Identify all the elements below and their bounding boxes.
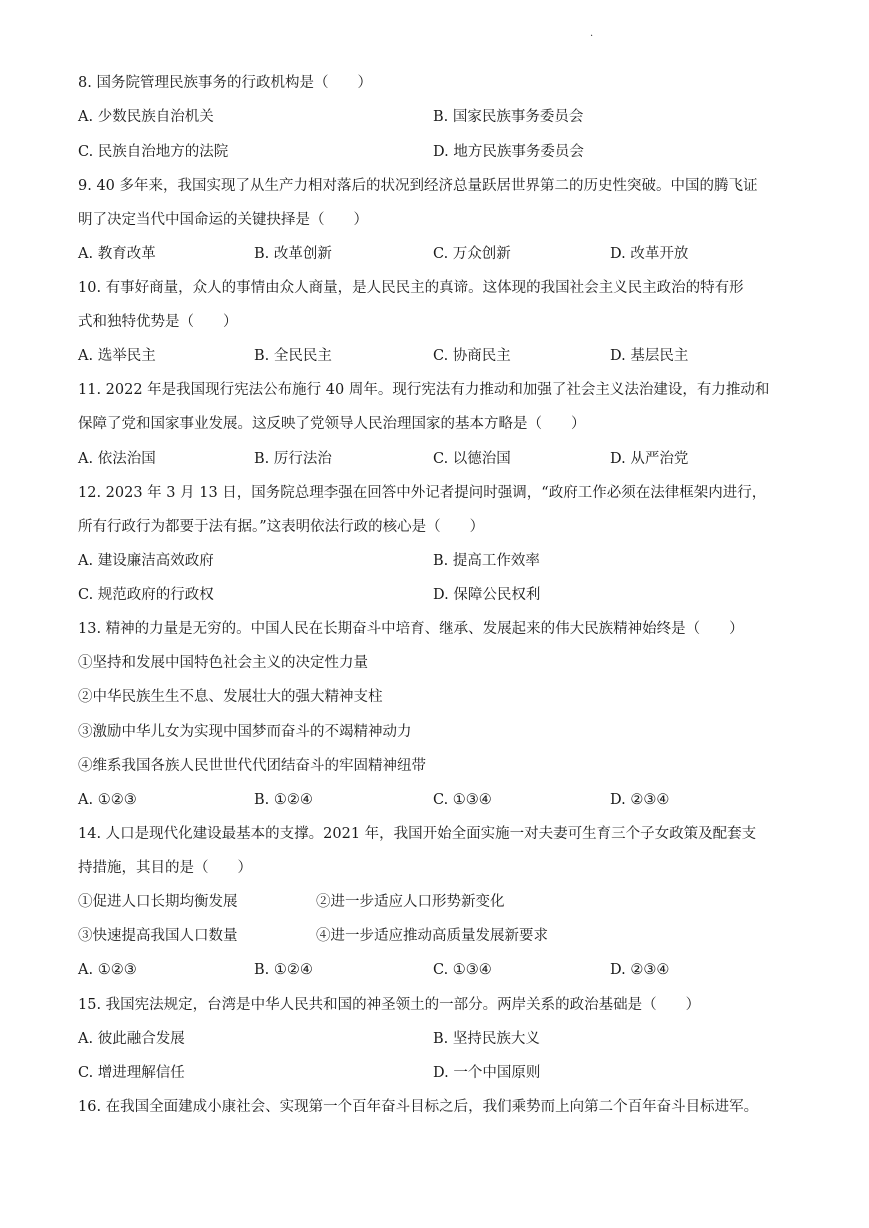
- question-15-stem: 15. 我国宪法规定，台湾是中华人民共和国的神圣领土的一部分。两岸关系的政治基础是（ ）: [78, 997, 701, 1013]
- question-15-option-a: A. 彼此融合发展: [78, 1031, 185, 1047]
- question-16-stem-line1: 16. 在我国全面建成小康社会、实现第一个百年奋斗目标之后，我们乘势而上向第二个百年奋斗目标进军。: [78, 1099, 759, 1115]
- question-14-stem-line1: 14. 人口是现代化建设最基本的支撑。2021 年，我国开始全面实施一对夫妻可生育三个子女政策及配套支: [78, 826, 757, 842]
- question-13-option-a: A. ①②③: [78, 792, 137, 808]
- question-11-option-b: B. 厉行法治: [254, 451, 332, 467]
- question-10-stem-line1: 10. 有事好商量，众人的事情由众人商量，是人民民主的真谛。这体现的我国社会主义民主政治的特有形: [78, 280, 744, 296]
- question-13-statement-2: ②中华民族生生不息、发展壮大的强大精神支柱: [78, 689, 383, 705]
- question-15-option-b: B. 坚持民族大义: [433, 1031, 540, 1047]
- question-11-stem-line1: 11. 2022 年是我国现行宪法公布施行 40 周年。现行宪法有力推动和加强了社会主义法治建设，有力推动和: [78, 382, 770, 398]
- question-11-option-a: A. 依法治国: [78, 451, 156, 467]
- question-10-option-b: B. 全民民主: [254, 348, 332, 364]
- question-14-option-a: A. ①②③: [78, 962, 137, 978]
- question-12-option-b: B. 提高工作效率: [433, 553, 540, 569]
- question-10-stem-line2: 式和独特优势是（ ）: [78, 314, 238, 330]
- question-9-stem-line2: 明了决定当代中国命运的关键抉择是（ ）: [78, 212, 368, 228]
- question-13-stem: 13. 精神的力量是无穷的。中国人民在长期奋斗中培育、继承、发展起来的伟大民族精神始终是（ ）: [78, 621, 744, 637]
- question-14-statement-2: ②进一步适应人口形势新变化: [316, 894, 505, 910]
- question-9-option-b: B. 改革创新: [254, 246, 332, 262]
- question-9-option-d: D. 改革开放: [610, 246, 689, 262]
- question-8-option-b: B. 国家民族事务委员会: [433, 109, 584, 125]
- question-14-option-b: B. ①②④: [254, 962, 313, 978]
- question-10-option-c: C. 协商民主: [433, 348, 511, 364]
- question-14-statement-3: ③快速提高我国人口数量: [78, 928, 238, 944]
- question-12-option-c: C. 规范政府的行政权: [78, 587, 214, 603]
- question-9-option-a: A. 教育改革: [78, 246, 156, 262]
- header-mark: .: [590, 28, 594, 39]
- question-9-stem-line1: 9. 40 多年来，我国实现了从生产力相对落后的状况到经济总量跃居世界第二的历史性突破。中国的腾飞证: [78, 178, 758, 194]
- question-12-stem-line1: 12. 2023 年 3 月 13 日，国务院总理李强在回答中外记者提问时强调，“政府工作必须在法律框架内进行，: [78, 485, 767, 501]
- question-14-stem-line2: 持措施，其目的是（ ）: [78, 860, 252, 876]
- question-14-option-c: C. ①③④: [433, 962, 492, 978]
- question-11-option-c: C. 以德治国: [433, 451, 511, 467]
- question-11-stem-line2: 保障了党和国家事业发展。这反映了党领导人民治理国家的基本方略是（ ）: [78, 416, 586, 432]
- question-10-option-a: A. 选举民主: [78, 348, 156, 364]
- question-13-option-d: D. ②③④: [610, 792, 670, 808]
- question-11-option-d: D. 从严治党: [610, 451, 689, 467]
- question-8-option-a: A. 少数民族自治机关: [78, 109, 214, 125]
- question-13-option-b: B. ①②④: [254, 792, 313, 808]
- question-14-statement-1: ①促进人口长期均衡发展: [78, 894, 238, 910]
- question-14-statement-4: ④进一步适应推动高质量发展新要求: [316, 928, 548, 944]
- question-15-option-c: C. 增进理解信任: [78, 1065, 185, 1081]
- question-12-option-a: A. 建设廉洁高效政府: [78, 553, 214, 569]
- question-13-statement-3: ③激励中华儿女为实现中国梦而奋斗的不竭精神动力: [78, 724, 412, 740]
- question-8-option-d: D. 地方民族事务委员会: [433, 144, 584, 160]
- question-8-option-c: C. 民族自治地方的法院: [78, 144, 229, 160]
- question-13-statement-1: ①坚持和发展中国特色社会主义的决定性力量: [78, 655, 368, 671]
- question-14-option-d: D. ②③④: [610, 962, 670, 978]
- question-15-option-d: D. 一个中国原则: [433, 1065, 541, 1081]
- question-10-option-d: D. 基层民主: [610, 348, 689, 364]
- question-12-option-d: D. 保障公民权利: [433, 587, 541, 603]
- question-12-stem-line2: 所有行政行为都要于法有据。”这表明依法行政的核心是（ ）: [78, 519, 485, 535]
- question-13-statement-4: ④维系我国各族人民世世代代团结奋斗的牢固精神纽带: [78, 758, 426, 774]
- question-8-stem: 8. 国务院管理民族事务的行政机构是（ ）: [78, 75, 372, 91]
- question-13-option-c: C. ①③④: [433, 792, 492, 808]
- question-9-option-c: C. 万众创新: [433, 246, 511, 262]
